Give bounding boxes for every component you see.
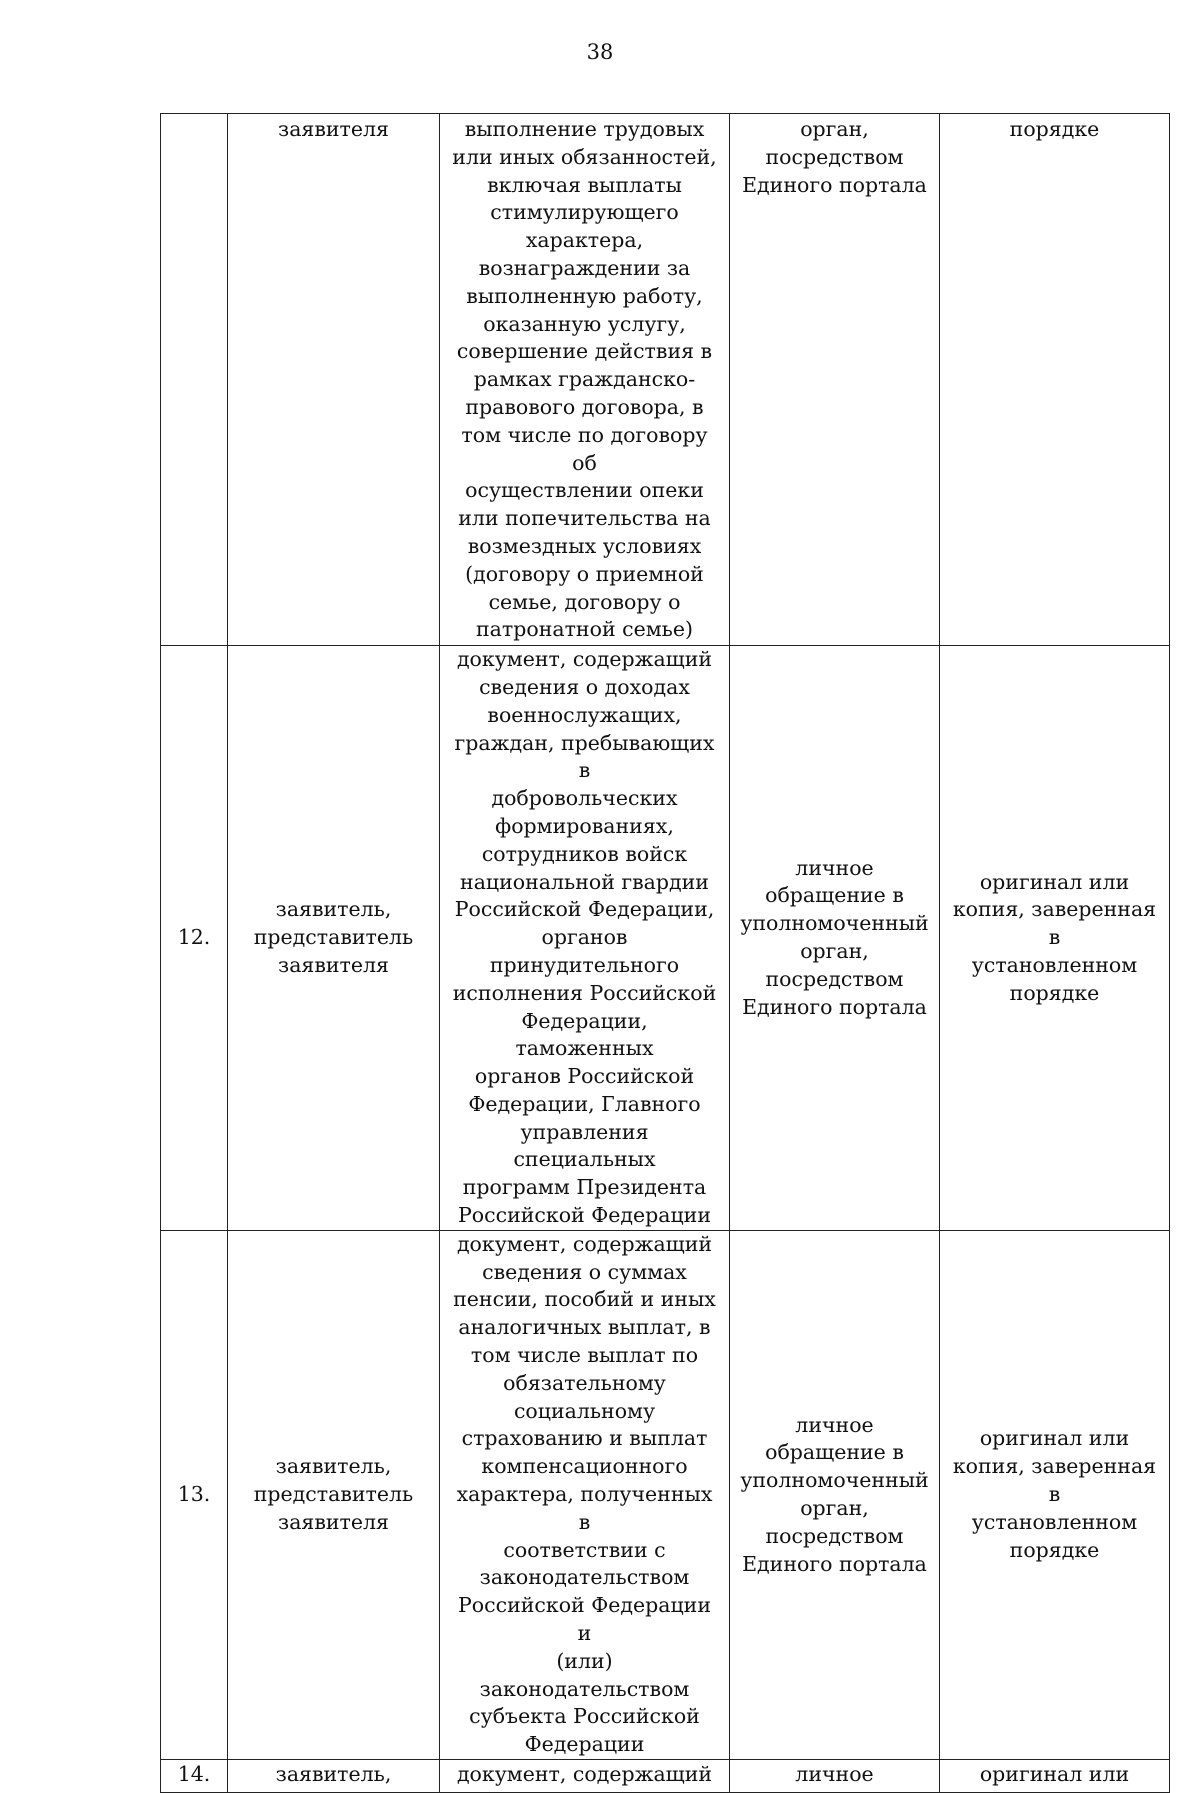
cell-line: Российской Федерации и (458, 1593, 711, 1646)
cell-line: оказанную услугу, (483, 311, 686, 336)
cell-line: орган, (800, 939, 869, 963)
applicant-cell (228, 114, 440, 646)
applicant-cell (228, 1760, 440, 1793)
cell-line: соответствии с (503, 1537, 666, 1562)
cell-line: Федерации (524, 1732, 645, 1757)
page-number: 38 (586, 40, 614, 64)
cell-line: законодательством (479, 1565, 690, 1590)
cell-line: заявителя (278, 952, 389, 977)
cell-line: Российской Федерации, (454, 897, 715, 922)
cell-line: страхованию и выплат (461, 1426, 708, 1451)
cell-line: Единого портала (742, 172, 927, 197)
cell-line: исполнения Российской (452, 980, 717, 1005)
cell-line: обращение в (765, 1440, 904, 1465)
cell-line: личное (795, 1762, 874, 1787)
cell-line: добровольческих (491, 786, 678, 811)
cell-line: установленном (971, 952, 1138, 977)
cell-line: пенсии, пособий и иных (453, 1287, 716, 1312)
cell-line: стимулирующего (490, 200, 679, 225)
cell-line: представитель (253, 925, 414, 950)
submission-method-cell (730, 1760, 940, 1793)
cell-line: документ, содержащий (456, 647, 713, 672)
cell-line: орган, (800, 1495, 869, 1520)
cell-line: Федерации, Главного (468, 1091, 701, 1116)
cell-line: заявителя (278, 1509, 389, 1534)
cell-line: возмездных условиях (467, 533, 702, 558)
cell-line: личное (795, 855, 874, 880)
cell-line: заявитель, (275, 1762, 392, 1787)
cell-line: или иных обязанностей, (452, 144, 717, 169)
cell-line: Федерации, таможенных (515, 1008, 654, 1061)
document-form-cell (940, 646, 1170, 1231)
cell-line: Единого портала (742, 994, 927, 1019)
cell-line: заявитель, (275, 897, 392, 922)
applicant-cell (228, 646, 440, 1231)
cell-line: характера, полученных в (456, 1482, 713, 1534)
cell-line: субъекта Российской (469, 1704, 700, 1729)
cell-line: документ, содержащий (456, 1762, 713, 1787)
row-number-cell: 14. (161, 1760, 228, 1793)
cell-line: военнослужащих, (487, 702, 682, 727)
applicant-cell (228, 1230, 440, 1759)
cell-line: обращение в (765, 883, 904, 908)
cell-line: сведения о доходах (479, 674, 690, 699)
cell-line: органов Российской (474, 1064, 695, 1089)
cell-line: характера, (525, 228, 644, 253)
table-row (161, 1760, 1170, 1793)
cell-line: сотрудников войск (481, 841, 688, 866)
document-cell (440, 646, 730, 1231)
cell-line: заявителя (278, 117, 389, 141)
cell-line: уполномоченный (740, 911, 929, 936)
document-form-cell (940, 1230, 1170, 1759)
cell-line: осуществлении опеки (465, 478, 704, 503)
table-row (161, 646, 1170, 1231)
cell-line: семье, договору о (488, 589, 681, 614)
cell-line: копия, заверенная в (952, 897, 1157, 950)
cell-line: граждан, пребывающих в (454, 730, 715, 783)
cell-line: или попечительства на (458, 506, 711, 531)
cell-line: том числе выплат по (470, 1343, 699, 1368)
document-cell (440, 1230, 730, 1759)
cell-line: выполнение трудовых (464, 117, 705, 141)
cell-line: представитель (253, 1482, 414, 1507)
cell-line: личное (795, 1412, 874, 1437)
cell-line: обязательному (503, 1370, 666, 1395)
cell-line: социальному (513, 1398, 656, 1423)
cell-line: установленном (971, 1509, 1138, 1534)
cell-line: Единого портала (742, 1551, 927, 1576)
cell-line: правового договора, в (465, 394, 704, 419)
submission-method-cell (730, 114, 940, 646)
cell-line: органов принудительного (489, 925, 680, 977)
cell-line: заявитель, (275, 1454, 392, 1479)
cell-line: посредством (765, 144, 904, 169)
cell-line: аналогичных выплат, в (458, 1315, 711, 1340)
cell-line: орган, (800, 117, 869, 141)
document-cell (440, 1760, 730, 1793)
document-form-cell (940, 114, 1170, 646)
cell-line: включая выплаты (487, 172, 682, 197)
cell-line: Российской Федерации (458, 1203, 711, 1228)
cell-line: сведения о суммах (482, 1259, 687, 1284)
cell-line: документ, содержащий (456, 1231, 713, 1256)
cell-line: формированиях, (495, 813, 674, 838)
table-row (161, 114, 1170, 646)
document-form-cell (940, 1760, 1170, 1793)
cell-line: патронатной семье) (476, 617, 693, 642)
cell-line: совершение действия в (456, 339, 713, 364)
submission-method-cell (730, 1230, 940, 1759)
cell-line: порядке (1009, 117, 1100, 141)
cell-line: оригинал или (979, 869, 1130, 894)
cell-line: компенсационного (481, 1454, 688, 1479)
cell-line: копия, заверенная в (952, 1454, 1157, 1507)
submission-method-cell (730, 646, 940, 1231)
cell-line: программ Президента (462, 1175, 707, 1200)
cell-line: (или) законодательством (479, 1648, 690, 1701)
table-row (161, 1230, 1170, 1759)
cell-line: посредством (765, 1523, 904, 1548)
cell-line: рамках гражданско- (473, 367, 696, 392)
cell-line: порядке (1009, 1537, 1100, 1562)
cell-line: вознаграждении за (478, 255, 691, 280)
cell-line: посредством (765, 966, 904, 991)
cell-line: порядке (1009, 980, 1100, 1005)
cell-line: уполномоченный (740, 1468, 929, 1493)
row-number-cell: 12. (161, 646, 228, 1231)
document-cell (440, 114, 730, 646)
cell-line: оригинал или (979, 1762, 1130, 1787)
cell-line: управления специальных (513, 1119, 656, 1172)
cell-line: национальной гвардии (460, 869, 709, 894)
cell-line: оригинал или (979, 1426, 1130, 1451)
cell-line: том числе по договору об (461, 422, 708, 475)
documents-table (160, 113, 1170, 1793)
cell-line: (договору о приемной (465, 561, 704, 586)
cell-line: выполненную работу, (466, 283, 703, 308)
row-number-cell: 13. (161, 1230, 228, 1759)
row-number-cell (161, 114, 228, 646)
